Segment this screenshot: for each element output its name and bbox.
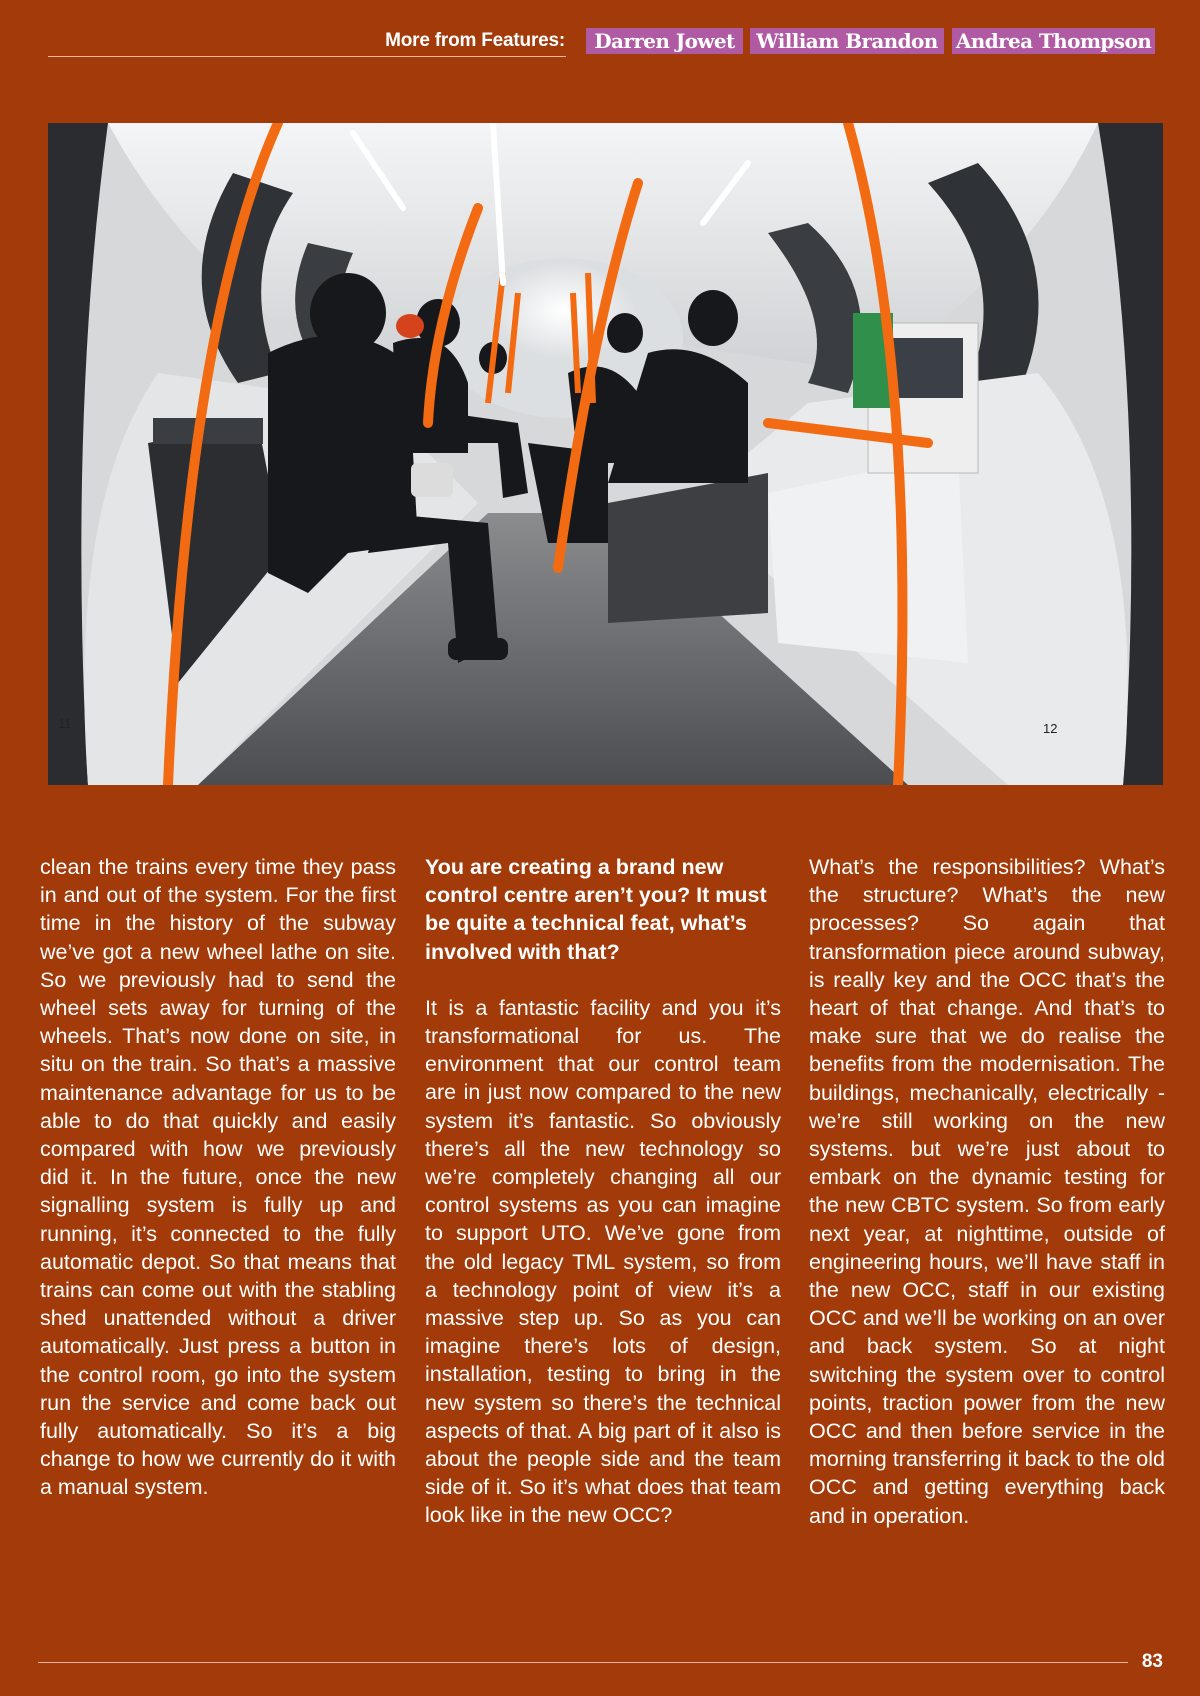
interview-question: You are creating a brand new control centre aren’t you? It must be quite a technical feat, what’s involved with that?: [425, 855, 767, 964]
article-paragraph: It is a fantastic facility and you it’s transformational for us. The environment that our control team are in just now compared to the new system it’s fantastic. So obviously there’s all the new technology so we’re completely changing all our control systems as you can imagine to support UTO. We’ve gone from the old legacy TML system, so from a technology point of view it’s a massive step up. So as you can imagine there’s lots of design, installation, testing to bring in the new system so there’s the technical aspects of that. A big part of it also is about the people side and the team side of it. So it’s what does that team look like in the new OCC?: [425, 995, 781, 1528]
car-number-left: 11: [58, 716, 72, 731]
author-link-darren-jowet[interactable]: Darren Jowet: [586, 28, 743, 54]
more-from-features: [48, 26, 566, 57]
article-paragraph: What’s the responsibilities? What’s the structure? What’s the new processes? So again that transformation piece around subway, is really key and the OCC that’s the heart of that change. And that’s to make sure that we do realise the benefits from the modernisation. The buildings, mechanically, electrically - we’re still working on the new systems. but we’re just about to embark on the dynamic testing for the new CBTC system. So from early next year, at nighttime, outside of engineering hours, we’ll have staff in the new OCC, staff in our existing OCC and we’ll be working on an over and back system. So at night switching the system over to control points, traction power from the new OCC and then before service in the morning transferring it back to the old OCC and getting everything back and in operation.: [809, 855, 1165, 1528]
author-link-william-brandon[interactable]: William Brandon: [750, 28, 944, 54]
article-paragraph: clean the trains every time they pass in and out of the system. For the first time in the history of the subway we’ve got a new wheel lathe on site. So we previously had to send the wheel sets away for turning of the wheels. That’s now done on site, in situ on the train. So that’s a massive maintenance advantage for us to be able to do that quickly and easily compared with how we previously did it. In the future, once the new signalling system is fully up and running, it’s connected to the fully automatic depot. So that means that trains can come out with the stabling shed unattended without a driver automatically. Just press a button in the control room, go into the system run the service and come back out fully automatically. So it’s a big change to how we currently do it with a manual system.: [40, 855, 396, 1500]
footer-divider: [38, 1662, 1128, 1663]
car-number-right: 12: [1043, 721, 1058, 736]
more-from-label: More from Features:: [385, 30, 565, 51]
article-column-1: [40, 853, 396, 1502]
author-link-andrea-thompson[interactable]: Andrea Thompson: [952, 28, 1155, 54]
subway-train-interior-photo: [48, 123, 1163, 785]
article-column-2: [425, 853, 781, 1530]
page-number: 83: [1141, 1651, 1163, 1672]
article-column-3: [809, 853, 1165, 1530]
